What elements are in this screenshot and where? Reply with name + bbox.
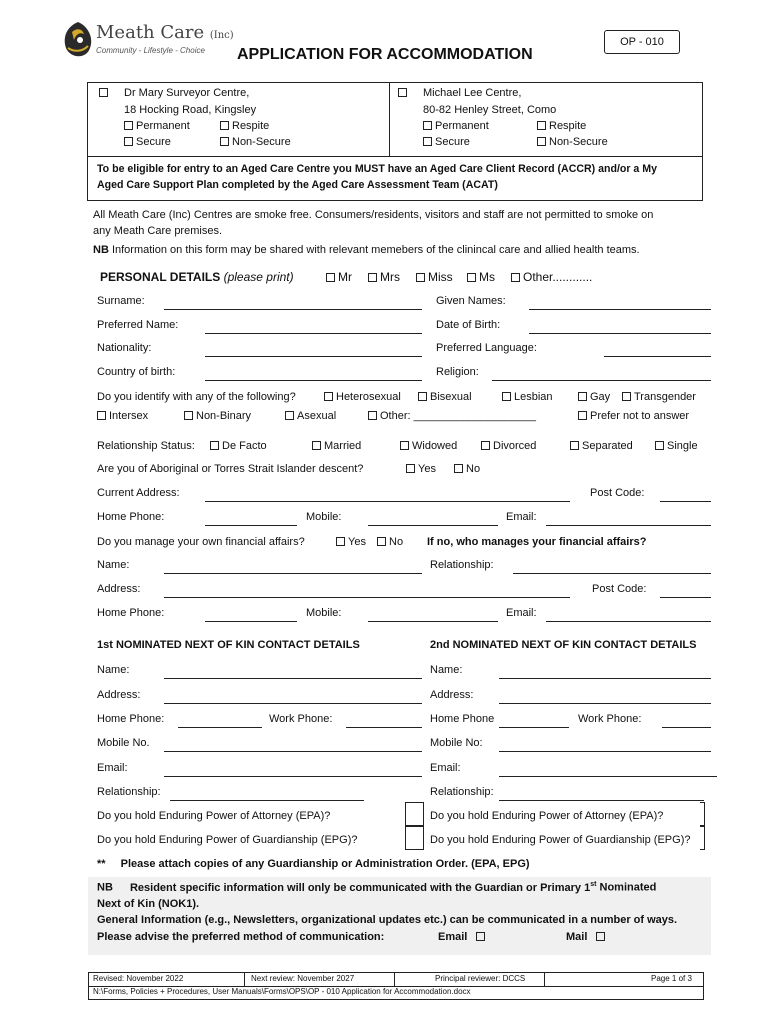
comm-email-option[interactable] (438, 931, 488, 943)
atsi-yes[interactable] (406, 463, 436, 475)
option-label: Heterosexual (336, 391, 401, 403)
finance-question: Do you manage your own financial affairs? (97, 536, 305, 548)
option-label: Transgender (634, 391, 696, 403)
centre-divider (389, 83, 390, 156)
nok1-home-phone-field[interactable] (178, 727, 262, 728)
nok2-epg-question: Do you hold Enduring Power of Guardianship (EPG)? (430, 834, 691, 846)
nok2-email-label: Email: (430, 762, 461, 774)
nok1-work-phone-field[interactable] (346, 727, 422, 728)
identify-nonbinary[interactable] (184, 410, 251, 422)
nok2-address-label: Address: (430, 689, 474, 701)
option-label: Respite (232, 120, 270, 132)
option-label: Separated (582, 440, 633, 452)
religion-label: Religion: (436, 366, 479, 378)
nationality-label: Nationality: (97, 342, 152, 354)
option-label: Permanent (435, 120, 489, 132)
identify-asexual[interactable] (285, 410, 336, 422)
finance-relationship-field[interactable] (513, 573, 711, 574)
finance-email-field[interactable] (546, 621, 711, 622)
relationship-married[interactable] (312, 440, 361, 452)
nationality-field[interactable] (205, 356, 422, 357)
finance-relationship-label: Relationship: (430, 559, 494, 571)
nok1-epg-box[interactable] (405, 826, 424, 850)
option-label: Secure (136, 136, 171, 148)
finance-email-label: Email: (506, 607, 537, 619)
checkbox[interactable] (97, 411, 106, 420)
checkbox[interactable] (312, 441, 321, 450)
checkbox[interactable] (416, 273, 425, 282)
checkbox[interactable] (511, 273, 520, 282)
comm-mail-option[interactable] (566, 931, 608, 943)
checkbox[interactable] (400, 441, 409, 450)
smoke-notice-line1: All Meath Care (Inc) Centres are smoke free. Consumers/residents, visitors and staff are not permitted to smoke on (93, 209, 654, 221)
nok2-heading: 2nd NOMINATED NEXT OF KIN CONTACT DETAILS (430, 639, 697, 651)
nok1-name-field[interactable] (164, 678, 422, 679)
centre-right-opt-secure[interactable] (423, 136, 470, 148)
finance-address-field[interactable] (164, 597, 570, 598)
attach-note (97, 858, 530, 870)
current-address-label: Current Address: (97, 487, 180, 499)
comm-line3: General Information (e.g., Newsletters, organizational updates etc.) can be communicated in a number of ways. (97, 914, 678, 926)
finance-post-code-label: Post Code: (592, 583, 647, 595)
option-label: De Facto (222, 440, 267, 452)
post-code-field[interactable] (660, 501, 711, 502)
footer-col-divider-2 (394, 973, 395, 986)
relationship-divorced[interactable] (481, 440, 536, 452)
org-name (96, 22, 234, 43)
personal-heading (100, 270, 294, 284)
org-name-main: Meath Care (96, 22, 205, 43)
preferred-name-label: Preferred Name: (97, 319, 179, 331)
option-label: Asexual (297, 410, 337, 422)
option-label: Prefer not to answer (590, 410, 690, 422)
option-label: Other............ (523, 270, 593, 284)
preferred-name-field[interactable] (205, 333, 422, 334)
nok1-address-label: Address: (97, 689, 141, 701)
option-label: Married (324, 440, 362, 452)
centre-right-checkbox[interactable] (398, 88, 407, 97)
identify-transgender[interactable] (622, 391, 696, 403)
nok1-heading: 1st NOMINATED NEXT OF KIN CONTACT DETAILS (97, 639, 360, 651)
nok1-relationship-text: Relationship: (97, 786, 161, 798)
nok1-relationship-field[interactable] (170, 800, 364, 801)
identify-gay[interactable] (578, 391, 610, 403)
nok2-epa-box[interactable] (700, 802, 705, 826)
checkbox[interactable] (578, 392, 587, 401)
centre-left-name: Dr Mary Surveyor Centre, (124, 87, 250, 99)
nb-text: Information on this form may be shared with relevant memebers of the clinincal care and allied health teams. (108, 244, 640, 256)
atsi-question: Are you of Aboriginal or Torres Strait Islander descent? (97, 463, 364, 475)
email-label: Email: (506, 511, 537, 523)
nok1-email-field[interactable] (164, 776, 422, 777)
nb-label: NB (93, 244, 109, 256)
checkbox[interactable] (210, 441, 219, 450)
checkbox[interactable] (220, 121, 229, 130)
nok1-relationship-label (97, 786, 161, 798)
preferred-language-label: Preferred Language: (436, 342, 537, 354)
personal-heading-hint: (please print) (223, 270, 294, 284)
checkbox[interactable] (285, 411, 294, 420)
option-label: Respite (549, 120, 587, 132)
centre-right-name: Michael Lee Centre, (423, 87, 522, 99)
option-label: Non-Secure (549, 136, 608, 148)
email-field[interactable] (546, 525, 711, 526)
finance-followup: If no, who manages your financial affairs? (427, 536, 647, 548)
footer-col-divider-1 (244, 973, 245, 986)
checkbox[interactable] (368, 273, 377, 282)
checkbox[interactable] (324, 392, 333, 401)
centre-right-opt-nonsecure[interactable] (537, 136, 608, 148)
nok2-name-label: Name: (430, 664, 463, 676)
option-label: Secure (435, 136, 470, 148)
option-label: No (466, 463, 481, 475)
checkbox[interactable] (220, 137, 229, 146)
dob-field[interactable] (529, 333, 711, 334)
page-title: APPLICATION FOR ACCOMMODATION (237, 46, 533, 63)
title-mrs[interactable] (368, 270, 400, 284)
option-label: Single (667, 440, 698, 452)
finance-name-label: Name: (97, 559, 130, 571)
option-label: Ms (479, 270, 495, 284)
finance-name-field[interactable] (164, 573, 422, 574)
checkbox[interactable] (423, 121, 432, 130)
finance-post-code-field[interactable] (660, 597, 711, 598)
nok1-epg-question: Do you hold Enduring Power of Guardianship (EPG)? (97, 834, 358, 846)
finance-no[interactable] (377, 536, 403, 548)
relationship-single[interactable] (655, 440, 698, 452)
attach-note-text: Please attach copies of any Guardianship or Administration Order. (EPA, EPG) (120, 858, 530, 870)
centre-right-opt-respite[interactable] (537, 120, 586, 132)
nok1-email-label: Email: (97, 762, 128, 774)
checkbox[interactable] (622, 392, 631, 401)
option-label: Permanent (136, 120, 190, 132)
option-label: Divorced (493, 440, 537, 452)
option-label: Widowed (412, 440, 458, 452)
relationship-defacto[interactable] (210, 440, 267, 452)
option-label: Non-Binary (196, 410, 252, 422)
nb-notice (93, 244, 640, 256)
nok1-epa-question: Do you hold Enduring Power of Attorney (EPA)? (97, 810, 331, 822)
nok2-epa-question: Do you hold Enduring Power of Attorney (EPA)? (430, 810, 664, 822)
title-ms[interactable] (467, 270, 495, 284)
title-miss[interactable] (416, 270, 453, 284)
title-other[interactable] (511, 270, 592, 284)
given-names-label: Given Names: (436, 295, 506, 307)
nok2-mobile-field[interactable] (499, 751, 711, 752)
checkbox[interactable] (184, 411, 193, 420)
personal-heading-text: PERSONAL DETAILS (100, 270, 221, 284)
checkbox[interactable] (570, 441, 579, 450)
option-label: No (389, 536, 404, 548)
option-label: Mr (338, 270, 352, 284)
comm-line2: Next of Kin (NOK1). (97, 898, 200, 910)
nok2-home-phone-field[interactable] (499, 727, 569, 728)
nok1-epa-box[interactable] (405, 802, 424, 826)
finance-yes[interactable] (336, 536, 366, 548)
eligibility-divider (88, 156, 702, 157)
nok1-mobile-label: Mobile No. (97, 737, 150, 749)
checkbox[interactable] (336, 537, 345, 546)
option-label: Lesbian (514, 391, 553, 403)
mobile-label: Mobile: (306, 511, 342, 523)
mobile-field[interactable] (368, 525, 498, 526)
checkbox[interactable] (476, 932, 485, 941)
footer-page: Page 1 of 3 (651, 974, 692, 983)
relationship-widowed[interactable] (400, 440, 457, 452)
option-label: Bisexual (430, 391, 472, 403)
option-label: Email (438, 931, 468, 943)
finance-mobile-label: Mobile: (306, 607, 342, 619)
footer-col-divider-3 (544, 973, 545, 986)
centre-right-address: 80-82 Henley Street, Como (423, 104, 557, 116)
nok1-mobile-field[interactable] (164, 751, 422, 752)
finance-home-phone-field[interactable] (205, 621, 297, 622)
comm-nb: NB (97, 881, 113, 894)
relationship-separated[interactable] (570, 440, 633, 452)
atsi-no[interactable] (454, 463, 480, 475)
identify-heterosexual[interactable] (324, 391, 401, 403)
nok1-work-phone-label: Work Phone: (269, 713, 333, 725)
surname-field[interactable] (164, 309, 422, 310)
nok1-home-phone-label: Home Phone: (97, 713, 165, 725)
comm-line1-sup: st (590, 881, 597, 888)
finance-address-label: Address: (97, 583, 141, 595)
option-label: Yes (418, 463, 436, 475)
option-label: Mail (566, 931, 588, 943)
option-label: Gay (590, 391, 611, 403)
preferred-language-field[interactable] (604, 356, 711, 357)
footer-revised: Revised: November 2022 (93, 974, 184, 983)
finance-home-phone-label: Home Phone: (97, 607, 165, 619)
nok2-work-phone-field[interactable] (662, 727, 711, 728)
checkbox[interactable] (537, 121, 546, 130)
identify-intersex[interactable] (97, 410, 148, 422)
checkbox[interactable] (655, 441, 664, 450)
religion-field[interactable] (492, 380, 711, 381)
centre-left-opt-secure[interactable] (124, 136, 171, 148)
country-of-birth-label: Country of birth: (97, 366, 176, 378)
option-label: Other: ____________________ (380, 410, 536, 422)
relationship-status-label: Relationship Status: (97, 440, 195, 452)
checkbox[interactable] (418, 392, 427, 401)
centre-left-checkbox[interactable] (99, 88, 108, 97)
post-code-label: Post Code: (590, 487, 645, 499)
option-label: Non-Secure (232, 136, 291, 148)
option-label: Mrs (380, 270, 400, 284)
country-of-birth-field[interactable] (205, 380, 422, 381)
comm-line4: Please advise the preferred method of communication: (97, 931, 385, 943)
nok1-address-field[interactable] (164, 703, 422, 704)
centre-left-opt-respite[interactable] (220, 120, 269, 132)
centre-left-opt-permanent[interactable] (124, 120, 190, 132)
checkbox[interactable] (578, 411, 587, 420)
home-phone-label: Home Phone: (97, 511, 165, 523)
attach-note-stars: ** (97, 858, 106, 870)
eligibility-line1: To be eligible for entry to an Aged Care Centre you MUST have an Aged Care Client Record (ACCR) and/or a My (97, 163, 657, 175)
checkbox[interactable] (406, 464, 415, 473)
footer-next-review: Next review: November 2027 (251, 974, 355, 983)
nok2-relationship-field[interactable] (499, 800, 704, 801)
surname-label: Surname: (97, 295, 145, 307)
comm-line1 (97, 881, 656, 894)
centre-right-opt-permanent[interactable] (423, 120, 489, 132)
nok2-home-phone-label: Home Phone (430, 713, 495, 725)
footer-reviewer: Principal reviewer: DCCS (435, 974, 526, 983)
form-code-box (604, 30, 680, 54)
org-name-suffix: (Inc) (209, 30, 234, 41)
nok2-epg-box[interactable] (700, 826, 705, 850)
comm-line1a: Resident specific information will only be communicated with the Guardian or Primary 1 (129, 881, 591, 894)
checkbox[interactable] (481, 441, 490, 450)
nok2-email-field[interactable] (499, 776, 717, 777)
org-tagline: Community - Lifestyle - Choice (96, 46, 205, 55)
logo-emblem-icon (58, 18, 98, 64)
checkbox[interactable] (124, 121, 133, 130)
nok2-mobile-label: Mobile No: (430, 737, 483, 749)
option-label: Miss (428, 270, 453, 284)
current-address-field[interactable] (205, 501, 570, 502)
checkbox[interactable] (326, 273, 335, 282)
footer-path: N:\Forms, Policies + Procedures, User Manuals\Forms\OPS\OP - 010 Application for Accommodation.docx (93, 987, 471, 996)
checkbox[interactable] (537, 137, 546, 146)
checkbox[interactable] (596, 932, 605, 941)
dob-label: Date of Birth: (436, 319, 501, 331)
smoke-notice-line2: any Meath Care premises. (93, 225, 222, 237)
checkbox[interactable] (454, 464, 463, 473)
home-phone-field[interactable] (205, 525, 297, 526)
centre-left-opt-nonsecure[interactable] (220, 136, 291, 148)
form-code: OP - 010 (620, 36, 664, 48)
checkbox[interactable] (377, 537, 386, 546)
logo (58, 18, 98, 64)
nok2-work-phone-label: Work Phone: (578, 713, 642, 725)
option-label: Intersex (109, 410, 149, 422)
title-mr[interactable] (326, 270, 352, 284)
identify-other[interactable] (368, 410, 536, 422)
checkbox[interactable] (467, 273, 476, 282)
nok2-name-field[interactable] (499, 678, 711, 679)
nok2-address-field[interactable] (499, 703, 711, 704)
comm-line1b: Nominated (596, 881, 657, 894)
identify-bisexual[interactable] (418, 391, 472, 403)
checkbox[interactable] (368, 411, 377, 420)
given-names-field[interactable] (529, 309, 711, 310)
checkbox[interactable] (502, 392, 511, 401)
eligibility-line2: Aged Care Support Plan completed by the Aged Care Assessment Team (ACAT) (97, 179, 498, 191)
identify-lesbian[interactable] (502, 391, 553, 403)
option-label: Yes (348, 536, 366, 548)
identify-prefer-not[interactable] (578, 410, 689, 422)
nok1-name-label: Name: (97, 664, 130, 676)
checkbox[interactable] (124, 137, 133, 146)
centre-left-address: 18 Hocking Road, Kingsley (124, 104, 257, 116)
checkbox[interactable] (423, 137, 432, 146)
finance-mobile-field[interactable] (368, 621, 498, 622)
identify-question: Do you identify with any of the following? (97, 391, 296, 403)
nok2-relationship-label: Relationship: (430, 786, 494, 798)
